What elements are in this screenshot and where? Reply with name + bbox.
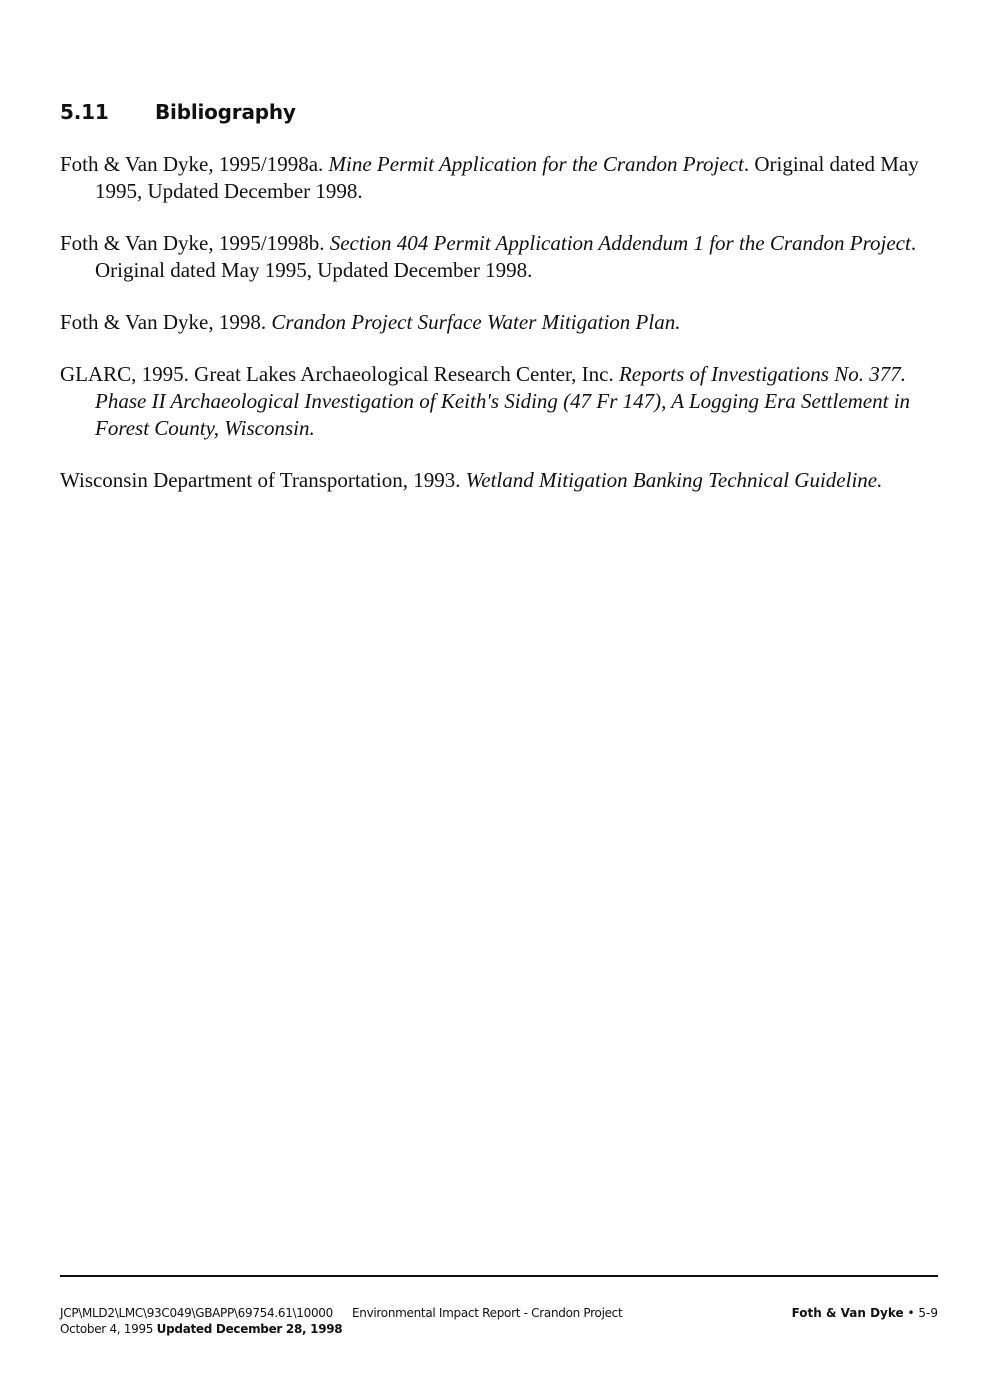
entry-author-year: Foth & Van Dyke, 1995/1998a. <box>60 152 329 176</box>
footer-line-bottom <box>60 1321 938 1337</box>
footer-page-number: 5-9 <box>918 1306 938 1320</box>
footer-original-date: October 4, 1995 <box>60 1322 154 1336</box>
footer-report-title: Environmental Impact Report - Crandon Project <box>352 1306 623 1320</box>
section-heading <box>60 100 296 124</box>
entry-details: . Original dated May 1995, Updated December 1998. <box>95 231 917 282</box>
entry-title: Section 404 Permit Application Addendum 1 for the Crandon Project <box>329 231 911 255</box>
entry-author-year: Wisconsin Department of Transportation, 1993. <box>60 468 466 492</box>
entry-title: Reports of Investigations No. 377. Phase II Archaeological Investigation of Keith's Siding (47 Fr 147), A Logging Era Settlement in Forest County, Wisconsin. <box>95 362 911 440</box>
entry-author-year: Foth & Van Dyke, 1998. <box>60 310 272 334</box>
entry-author-year: GLARC, 1995. Great Lakes Archaeological Research Center, Inc. <box>60 362 619 386</box>
bibliography-entry <box>60 309 920 336</box>
footer-divider <box>60 1275 938 1277</box>
page-footer <box>60 1305 938 1337</box>
footer-separator: • <box>907 1306 915 1320</box>
footer-line-top <box>60 1305 938 1321</box>
entry-title: Mine Permit Application for the Crandon Project <box>328 152 744 176</box>
section-title: Bibliography <box>155 100 296 124</box>
bibliography-list <box>60 151 920 519</box>
entry-title: Crandon Project Surface Water Mitigation Plan. <box>271 310 681 334</box>
footer-company-page <box>792 1305 938 1321</box>
bibliography-entry <box>60 467 920 494</box>
entry-title: Wetland Mitigation Banking Technical Guideline. <box>465 468 883 492</box>
bibliography-entry <box>60 361 920 442</box>
entry-details: . Original dated May 1995, Updated December 1998. <box>95 152 919 203</box>
bibliography-entry <box>60 151 920 205</box>
footer-company: Foth & Van Dyke <box>791 1306 904 1320</box>
entry-author-year: Foth & Van Dyke, 1995/1998b. <box>60 231 330 255</box>
footer-updated-date: Updated December 28, 1998 <box>156 1322 343 1336</box>
bibliography-entry <box>60 230 920 284</box>
footer-file-path: JCP\MLD2\LMC\93C049\GBAPP\69754.61\10000 <box>60 1306 333 1320</box>
section-number: 5.11 <box>60 100 109 124</box>
